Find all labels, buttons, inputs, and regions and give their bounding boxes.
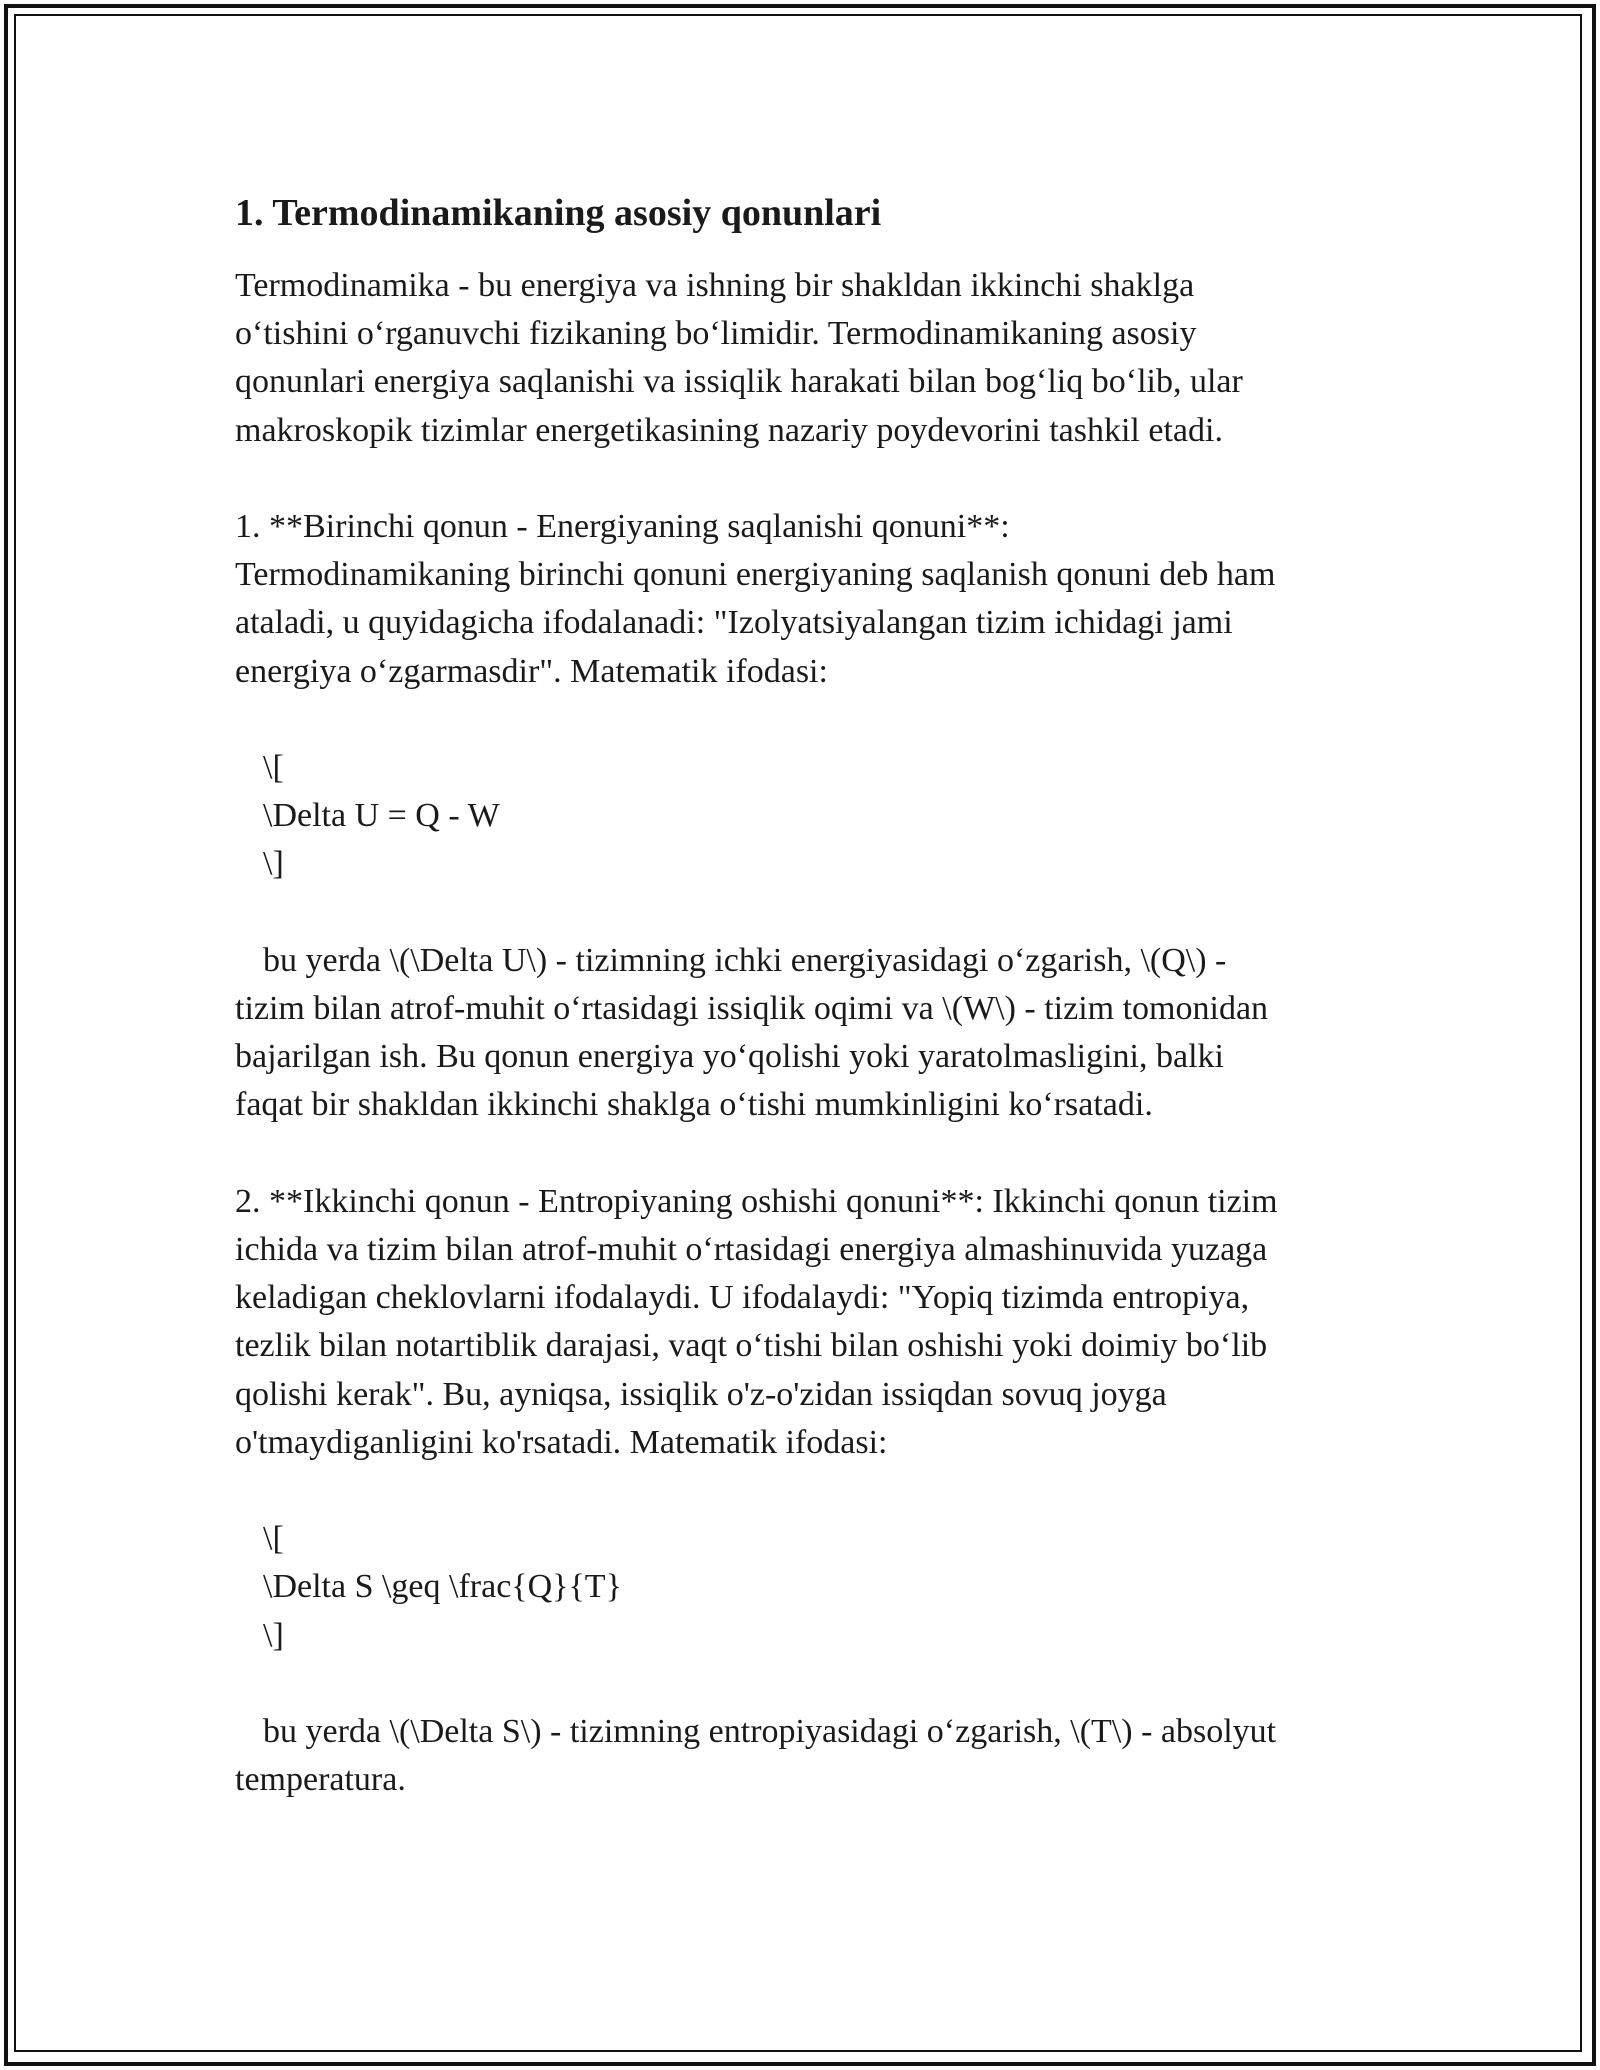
- paragraph-gap: [235, 696, 1385, 744]
- paragraph-gap: [235, 455, 1385, 503]
- second-law-statement: 2. **Ikkinchi qonun - Entropiyaning oshishi qonuni**: Ikkinchi qonun tizim ichida va tizim bilan atrof-muhit o‘rtasidagi energiya almashinuvida yuzaga keladigan cheklovlarni ifodalaydi. U ifodalaydi: "Yopiq tizimda entropiya, tezlik bilan notartiblik darajasi, vaqt o‘tishi bilan oshishi yoki doimiy bo‘lib qolishi kerak". Bu, ayniqsa, issiqlik o'z-o'zidan issiqdan sovuq joyga o'tmaydiganligini ko'rsatadi. Matematik ifodasi:: [235, 1182, 1278, 1461]
- first-law-explanation: tizim bilan atrof-muhit o‘rtasidagi issiqlik oqimi va \(W\) - tizim tomonidan bajarilgan ish. Bu qonun energiya yo‘qolishi yoki yaratolmasligini, balki faqat bir shakldan ikkinchi shaklga o‘tishi mumkinligini ko‘rsatadi.: [235, 990, 1269, 1124]
- second-law-explanation: temperatura.: [235, 1761, 406, 1799]
- paragraph-gap: [235, 1467, 1385, 1515]
- first-law-formula: \Delta U = Q - W: [263, 797, 500, 835]
- paragraph-gap: [235, 1660, 1385, 1708]
- second-law-formula-open: \[: [263, 1520, 284, 1558]
- second-law-formula-close: \]: [263, 1616, 284, 1654]
- document-body: [235, 188, 1385, 1804]
- first-law-formula-close: \]: [263, 845, 284, 883]
- paragraph-gap: [235, 889, 1385, 937]
- first-law-statement: 1. **Birinchi qonun - Energiyaning saqlanishi qonuni**: Termodinamikaning birinchi qonuni energiyaning saqlanish qonuni deb ham ataladi, u quyidagicha ifodalanadi: "Izolyatsiyalangan tizim ichidagi jami energiya o‘zgarmasdir". Matematik ifodasi:: [235, 508, 1276, 690]
- first-law-formula-open: \[: [263, 749, 284, 786]
- intro-paragraph: Termodinamika - bu energiya va ishning bir shakldan ikkinchi shaklga o‘tishini o‘rganuvchi fizikaning bo‘limidir. Termodinamikaning asosiy qonunlari energiya saqlanishi va issiqlik harakati bilan bog‘liq bo‘lib, ular makroskopik tizimlar energetikasining nazariy poydevorini tashkil etadi.: [235, 267, 1243, 449]
- section-heading: 1. Termodinamikaning asosiy qonunlari: [235, 192, 882, 234]
- second-law-formula: \Delta S \geq \frac{Q}{T}: [263, 1568, 622, 1606]
- first-law-explanation-first-line: bu yerda \(\Delta U\) - tizimning ichki energiyasidagi o‘zgarish, \(Q\) -: [263, 941, 1227, 979]
- second-law-explanation-first-line: bu yerda \(\Delta S\) - tizimning entropiyasidagi o‘zgarish, \(T\) - absolyut: [263, 1713, 1277, 1750]
- paragraph-gap: [235, 1130, 1385, 1178]
